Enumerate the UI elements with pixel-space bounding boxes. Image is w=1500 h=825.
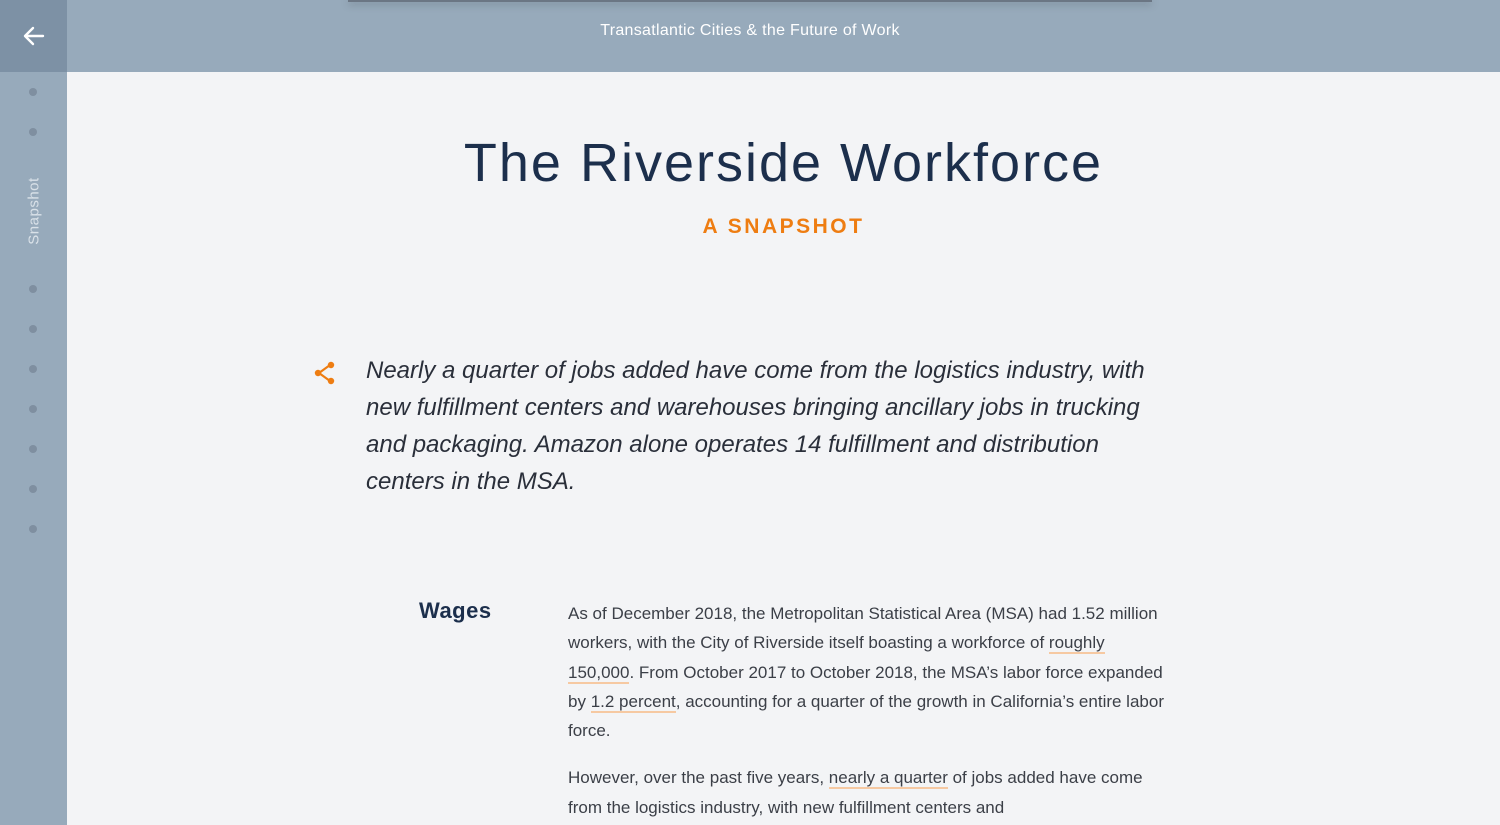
text-run: , accounting for a quarter of the growth in California’s entire labor force. [568,691,1164,741]
header-divider [348,0,1152,2]
back-button[interactable] [0,0,67,72]
nav-dot-9[interactable] [29,525,37,533]
source-link-labor-growth[interactable]: 1.2 percent [590,691,676,711]
nav-dot-5[interactable] [29,365,37,373]
body-paragraph-2 [568,763,1168,822]
nav-dot-7[interactable] [29,445,37,453]
share-icon [312,360,338,386]
body-paragraph-1 [568,599,1168,745]
text-run: As of December 2018, the Metropolitan Statistical Area (MSA) had 1.52 million workers, with the City of Riverside itself boasting a workforce of [568,604,1158,653]
nav-dot-4[interactable] [29,325,37,333]
nav-dot-2[interactable] [29,128,37,136]
section-body [568,599,1168,825]
nav-dot-6[interactable] [29,405,37,413]
report-title: Transatlantic Cities & the Future of Work [600,22,900,39]
source-link-logistics[interactable]: nearly a quarter [828,768,948,788]
page-subtitle: A SNAPSHOT [702,215,865,238]
nav-dot-3[interactable] [29,285,37,293]
text-run: However, over the past five years, [568,768,829,788]
share-button[interactable] [312,360,338,386]
pull-quote: Nearly a quarter of jobs added have come from the logistics industry, with new fulfillment centers and warehouses bringing ancillary jobs in trucking and packaging. Amazon alone operates 14 fulfillment and distribution centers in the MSA. [366,357,1145,495]
top-header [0,0,1500,72]
nav-dot-1[interactable] [29,88,37,96]
text-run: . From October 2017 to October 2018, the MSA’s labor force expanded by [568,662,1163,711]
arrow-left-icon [23,26,45,46]
text-run: of jobs added have come from the logistics industry, with new fulfillment centers and [568,768,1143,817]
nav-dot-8[interactable] [29,485,37,493]
page-title: The Riverside Workforce [463,133,1104,193]
source-link-workforce[interactable]: roughly 150,000 [568,633,1105,682]
sidebar-nav [0,0,67,825]
section-heading-wages: Wages [419,598,492,623]
sidebar-section-label[interactable]: Snapshot [25,177,43,245]
